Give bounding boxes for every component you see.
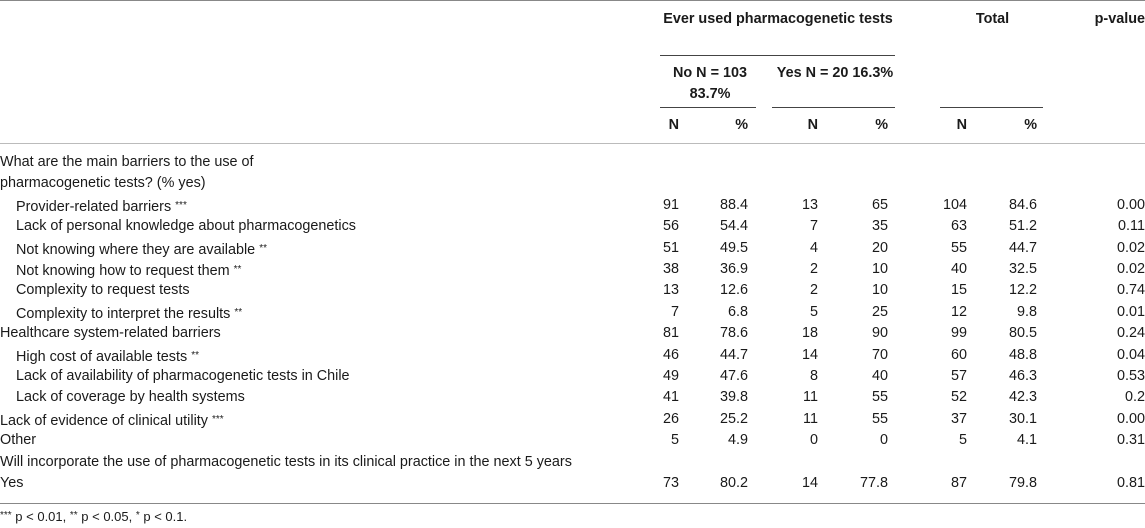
cell-total-n: 37 [950,410,967,427]
cell-yes-pct: 35 [871,218,888,235]
cell-total-pct: 12.2 [1008,282,1037,299]
table-row [0,152,1145,173]
cell-total-n: 55 [950,239,967,256]
table-row [0,280,1145,301]
cell-no-pct: 36.9 [719,261,748,277]
cell-total-n: 60 [950,346,967,363]
cell-yes-n: 5 [809,303,818,320]
cell-no-n: 91 [662,196,679,213]
row-label-text: Lack of evidence of clinical utility [0,412,208,429]
cell-yes-pct: 90 [871,325,888,342]
footnote-mark-1: *** [0,510,12,521]
cell-no-n: 38 [662,261,679,277]
row-label [16,280,190,301]
cell-yes-n: 2 [809,261,818,277]
cell-yes-pct: 70 [871,346,888,363]
cell-total-pct: 48.8 [1008,346,1037,363]
cell-total-pct: 84.6 [1008,196,1037,213]
cell-yes-n: 2 [809,282,818,299]
footnote-mark-2: ** [69,510,78,521]
cell-p-value: 0.00 [1116,196,1145,213]
row-label-text: Complexity to interpret the results [16,305,231,322]
cell-no-n: 7 [670,303,679,320]
row-label [16,259,241,282]
row-label [16,216,356,237]
footnote-text-3: p < 0.1. [139,509,188,524]
table-row [0,259,1145,280]
cell-yes-n: 7 [809,218,818,235]
table-row [0,452,1145,473]
row-label-text: Lack of coverage by health systems [16,389,245,406]
cell-total-pct: 42.3 [1008,389,1037,406]
cell-yes-pct: 55 [871,389,888,406]
row-label-text: Yes [0,475,24,491]
cell-total-n: 63 [950,218,967,235]
cell-total-n: 40 [950,261,967,277]
table-row [0,430,1145,451]
cell-yes-n: 14 [801,346,818,363]
cell-p-value: 0.81 [1116,475,1145,491]
significance-mark: ** [191,349,199,361]
table-footnote [0,509,187,524]
yes-group-underline [772,107,895,108]
cell-total-n: 104 [942,196,967,213]
cell-no-n: 46 [662,346,679,363]
cell-yes-pct: 10 [871,261,888,277]
cell-total-n: 5 [958,432,967,449]
row-label-text: Provider-related barriers [16,198,172,215]
table-row [0,345,1145,366]
header-total: Total [975,11,1010,27]
cell-p-value: 0.74 [1116,282,1145,299]
cell-no-pct: 12.6 [719,282,748,299]
header-no-pct: % [735,117,748,133]
cell-yes-n: 8 [809,368,818,384]
cell-yes-n: 11 [803,389,818,406]
cell-p-value: 0.00 [1116,410,1145,427]
row-label-text: Healthcare system-related barriers [0,325,221,342]
footnote-text-2: p < 0.05, [77,509,136,524]
header-yes-group: Yes N = 20 16.3% [776,65,894,81]
cell-yes-pct: 25 [871,303,888,320]
row-label [0,323,221,344]
cell-total-pct: 30.1 [1008,410,1037,427]
group-header-ever-used: Ever used pharmacogenetic tests [663,11,893,27]
cell-yes-pct: 10 [871,282,888,299]
cell-no-pct: 80.2 [719,475,748,491]
header-no-group: No N = 103 83.7% [673,65,747,102]
significance-mark: ** [259,242,267,254]
group-header-underline [660,55,895,56]
cell-no-pct: 39.8 [719,389,748,406]
cell-total-pct: 46.3 [1008,368,1037,384]
row-label [16,302,242,325]
cell-no-pct: 88.4 [719,196,748,213]
cell-no-pct: 6.8 [727,303,748,320]
cell-no-n: 13 [662,282,679,299]
cell-no-n: 56 [662,218,679,235]
significance-mark: *** [211,413,224,425]
cell-p-value: 0.04 [1116,346,1145,363]
cell-yes-pct: 65 [871,196,888,213]
significance-mark: ** [233,264,242,275]
row-label-text: Will incorporate the use of pharmacogenetic tests in its clinical practice in the next 5 years [0,453,572,470]
cell-p-value: 0.02 [1116,261,1145,277]
cell-no-n: 49 [662,368,679,384]
cell-no-n: 26 [662,410,679,427]
cell-no-n: 41 [662,389,679,406]
header-bottom-rule [0,143,1145,144]
row-label [0,409,224,432]
row-label [16,366,350,387]
table-row [0,366,1145,387]
cell-total-n: 15 [950,282,967,299]
table-row [0,473,1145,494]
row-label [16,345,199,368]
row-label [16,238,267,261]
cell-yes-pct: 40 [871,368,888,384]
cell-no-pct: 4.9 [727,432,748,449]
cell-p-value: 0.02 [1116,239,1145,256]
significance-mark: *** [175,199,187,211]
row-label-text: Complexity to request tests [16,282,190,299]
row-label-text: Not knowing how to request them [16,263,230,279]
cell-yes-n: 11 [803,410,818,427]
cell-no-n: 51 [662,239,679,256]
header-p-value: p-value [1094,11,1145,27]
row-label-text: High cost of available tests [16,348,188,365]
header-total-n: N [956,117,967,133]
row-label [0,152,254,173]
cell-yes-pct: 55 [871,410,888,427]
cell-yes-n: 4 [809,239,818,256]
cell-p-value: 0.2 [1124,389,1145,406]
cell-no-pct: 54.4 [719,218,748,235]
cell-p-value: 0.53 [1116,368,1145,384]
row-label-text: pharmacogenetic tests? (% yes) [0,175,206,192]
cell-yes-n: 14 [801,475,818,491]
cell-p-value: 0.11 [1118,218,1145,235]
cell-total-n: 99 [950,325,967,342]
table-row [0,409,1145,430]
row-label-text: Not knowing where they are available [16,241,256,258]
cell-total-pct: 51.2 [1008,218,1037,235]
cell-yes-n: 13 [801,196,818,213]
row-label-text: Lack of availability of pharmacogenetic tests in Chile [16,368,350,384]
cell-no-pct: 44.7 [719,346,748,363]
table-bottom-rule [0,503,1145,504]
table-row [0,387,1145,408]
header-yes-pct: % [875,117,888,133]
row-label [16,195,187,218]
table-row [0,173,1145,194]
table-row [0,195,1145,216]
cell-total-pct: 79.8 [1008,475,1037,491]
cell-p-value: 0.31 [1116,432,1145,449]
table-row [0,238,1145,259]
cell-yes-pct: 20 [871,239,888,256]
header-no-n: N [668,117,679,133]
cell-total-pct: 80.5 [1008,325,1037,342]
total-underline [940,107,1043,108]
significance-mark: ** [234,306,243,318]
cell-yes-pct: 0 [879,432,888,449]
no-group-underline [660,107,756,108]
footnote-text-1: p < 0.01, [11,509,70,524]
header-yes-n: N [807,117,818,133]
cell-total-pct: 9.8 [1016,303,1037,320]
footnote-mark-3: * [135,510,140,521]
row-label [0,473,23,494]
cell-no-n: 81 [662,325,679,342]
table-row [0,323,1145,344]
cell-yes-pct: 77.8 [859,475,888,491]
row-label-text: Other [0,432,36,449]
cell-no-pct: 78.6 [719,325,748,342]
cell-total-pct: 44.7 [1008,239,1037,256]
table-row [0,302,1145,323]
cell-no-pct: 47.6 [719,368,748,384]
table-top-rule [0,0,1145,1]
row-label [0,452,572,473]
cell-total-n: 57 [950,368,967,384]
cell-no-pct: 25.2 [719,410,748,427]
cell-no-pct: 49.5 [719,239,748,256]
cell-yes-n: 18 [801,325,818,342]
row-label [0,173,206,194]
table-row [0,216,1145,237]
cell-total-pct: 4.1 [1016,432,1037,449]
cell-p-value: 0.24 [1116,325,1145,342]
row-label-text: What are the main barriers to the use of [0,154,254,170]
cell-no-n: 73 [662,475,679,491]
cell-total-n: 87 [950,475,967,491]
cell-yes-n: 0 [809,432,818,449]
cell-total-n: 12 [950,303,967,320]
row-label [16,387,245,408]
row-label-text: Lack of personal knowledge about pharmacogenetics [16,218,356,235]
header-total-pct: % [1024,117,1037,133]
cell-total-n: 52 [950,389,967,406]
cell-no-n: 5 [670,432,679,449]
cell-p-value: 0.01 [1116,303,1145,320]
row-label [0,430,36,451]
cell-total-pct: 32.5 [1008,261,1037,277]
